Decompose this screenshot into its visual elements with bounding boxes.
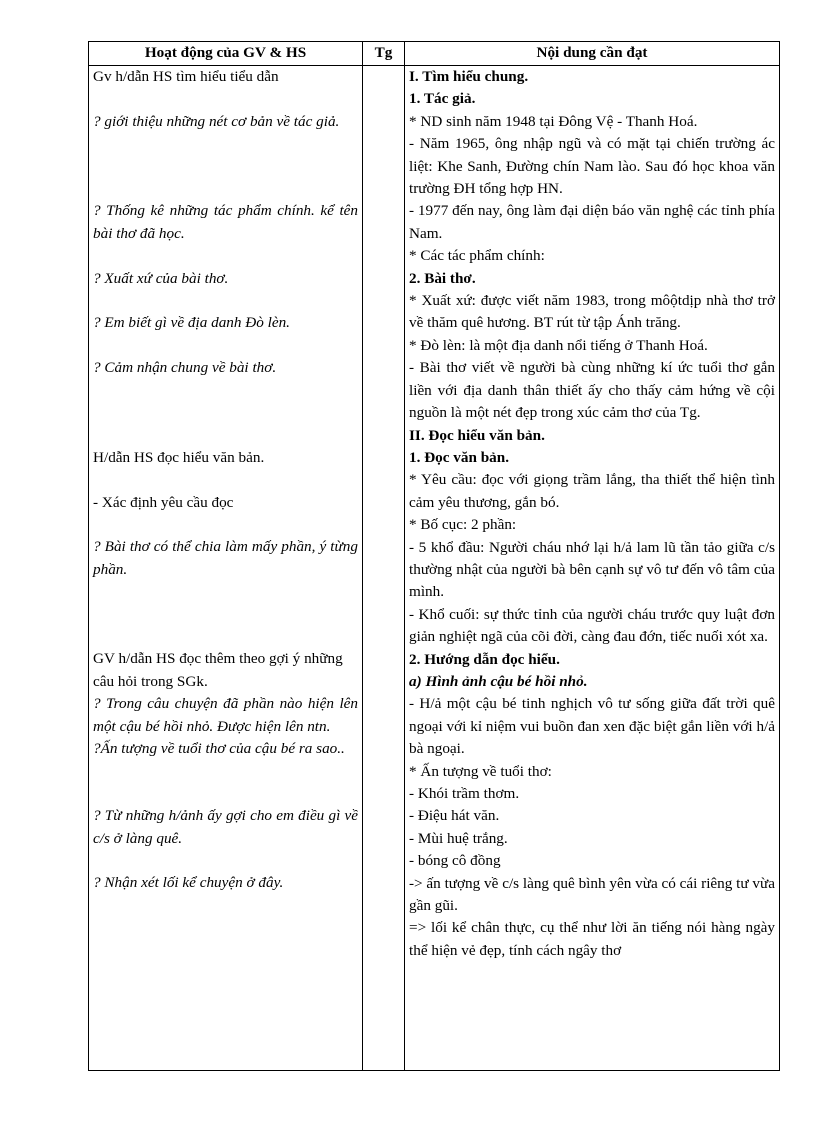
left-question: ? Nhận xét lối kể chuyện ở đây.	[93, 874, 284, 892]
left-text: H/dẫn HS đọc hiểu văn bản.	[93, 448, 265, 466]
left-text: - Xác định yêu cầu đọc	[93, 493, 234, 511]
header-activities: Hoạt động của GV & HS	[89, 42, 363, 66]
subsection-heading: 1. Đọc văn bản.	[409, 448, 510, 466]
content-text: - bóng cô đồng	[409, 852, 501, 870]
time-cell	[363, 66, 405, 1071]
left-question: ?Ấn tượng về tuổi thơ của cậu bé ra sao..	[93, 740, 345, 757]
content-text: - Mùi huệ trắng.	[409, 829, 508, 847]
content-text: * Các tác phẩm chính:	[409, 247, 545, 265]
left-text: GV h/dẫn HS đọc thêm theo gợi ý những câu hỏi trong SGk.	[93, 650, 343, 690]
left-question: ? Thống kê những tác phẩm chính. kể tên bài thơ đã học.	[93, 202, 358, 242]
content-text: - Khói trầm thơm.	[409, 785, 520, 802]
header-content: Nội dung cần đạt	[405, 42, 780, 66]
content-text: * Đò lèn: là một địa danh nổi tiếng ở Thanh Hoá.	[409, 336, 708, 354]
left-text: Gv h/dẫn HS tìm hiểu tiểu dẫn	[93, 68, 279, 85]
content-cell	[405, 66, 780, 1071]
content-text: => lối kể chân thực, cụ thể như lời ăn tiếng nói hàng ngày thể hiện vẻ đẹp, tính cách ngây thơ	[409, 919, 775, 959]
left-question: ? giới thiệu những nét cơ bản về tác giả.	[93, 112, 340, 130]
subsection-heading: 2. Bài thơ.	[409, 269, 476, 287]
content-text: -> ấn tượng về c/s làng quê bình yên vừa có cái riêng tư vừa gần gũi.	[409, 874, 775, 915]
activities-cell	[89, 66, 363, 1071]
content-text: - Khổ cuối: sự thức tỉnh của người cháu trước quy luật đơn giản nghiệt ngã của cõi đời, càng đau đớn, tiếc nuối xót xa.	[409, 605, 775, 646]
subsection-heading: 1. Tác giả.	[409, 90, 476, 108]
left-question: ? Em biết gì về địa danh Đò lèn.	[93, 314, 290, 332]
content-text: - Bài thơ viết về người bà cùng những kí ức tuổi thơ gắn liền với địa danh thân thiết ấy cho thấy cảm hứng về cội nguồn là một nét đẹp trong xúc cảm thơ của Tg.	[409, 359, 775, 422]
left-question: ? Xuất xứ của bài thơ.	[93, 269, 229, 287]
content-text: * Ấn tượng về tuổi thơ:	[409, 762, 552, 780]
content-text: * ND sinh năm 1948 tại Đông Vệ - Thanh Hoá.	[409, 112, 698, 130]
left-question: ? Trong câu chuyện đã phần nào hiện lên một cậu bé hồi nhỏ. Được hiện lên ntn.	[93, 695, 358, 735]
section-heading: I. Tìm hiểu chung.	[409, 68, 529, 85]
header-time: Tg	[363, 42, 405, 66]
content-text: * Bố cục: 2 phần:	[409, 516, 517, 534]
content-text: - Năm 1965, ông nhập ngũ và có mặt tại chiến trường ác liệt: Khe Sanh, Đường chín Nam lào. Sau đó học khoa văn trường ĐH tổng hợp HN.	[409, 135, 775, 198]
left-question: ? Từ những h/ảnh ấy gợi cho em điều gì về c/s ở làng quê.	[93, 807, 358, 847]
left-question: ? Cảm nhận chung về bài thơ.	[93, 359, 277, 377]
content-text: - H/ả một cậu bé tinh nghịch vô tư sống giữa đất trời quê ngoại với kỉ niệm vui buồn đan xen đặc biệt gắn liền với h/ả bà ngoại.	[409, 695, 775, 758]
content-text: * Yêu cầu: đọc với giọng trầm lắng, tha thiết thể hiện tình cảm yêu thương, gắn bó.	[409, 471, 775, 511]
subsection-heading: a) Hình ảnh cậu bé hồi nhỏ.	[409, 672, 588, 690]
subsection-heading: 2. Hướng dẫn đọc hiểu.	[409, 650, 560, 668]
content-text: - 5 khổ đầu: Người cháu nhớ lại h/ả lam lũ tần tảo giữa c/s thường nhật của người bà bên cạnh sự vô tư đến vô tâm của mình.	[409, 538, 775, 601]
section-heading: II. Đọc hiểu văn bản.	[409, 426, 545, 444]
lesson-table	[88, 41, 780, 1071]
table-header-row	[89, 42, 780, 66]
left-question: ? Bài thơ có thể chia làm mấy phần, ý từng phần.	[93, 538, 358, 578]
content-text: - Điệu hát văn.	[409, 807, 500, 825]
table-row	[89, 66, 780, 1071]
content-text: * Xuất xứ: được viết năm 1983, trong môộtdịp nhà thơ trở về thăm quê hương. BT rút từ tập Ánh trăng.	[409, 292, 775, 332]
content-text: - 1977 đến nay, ông làm đại diện báo văn nghệ các tỉnh phía Nam.	[409, 202, 775, 242]
